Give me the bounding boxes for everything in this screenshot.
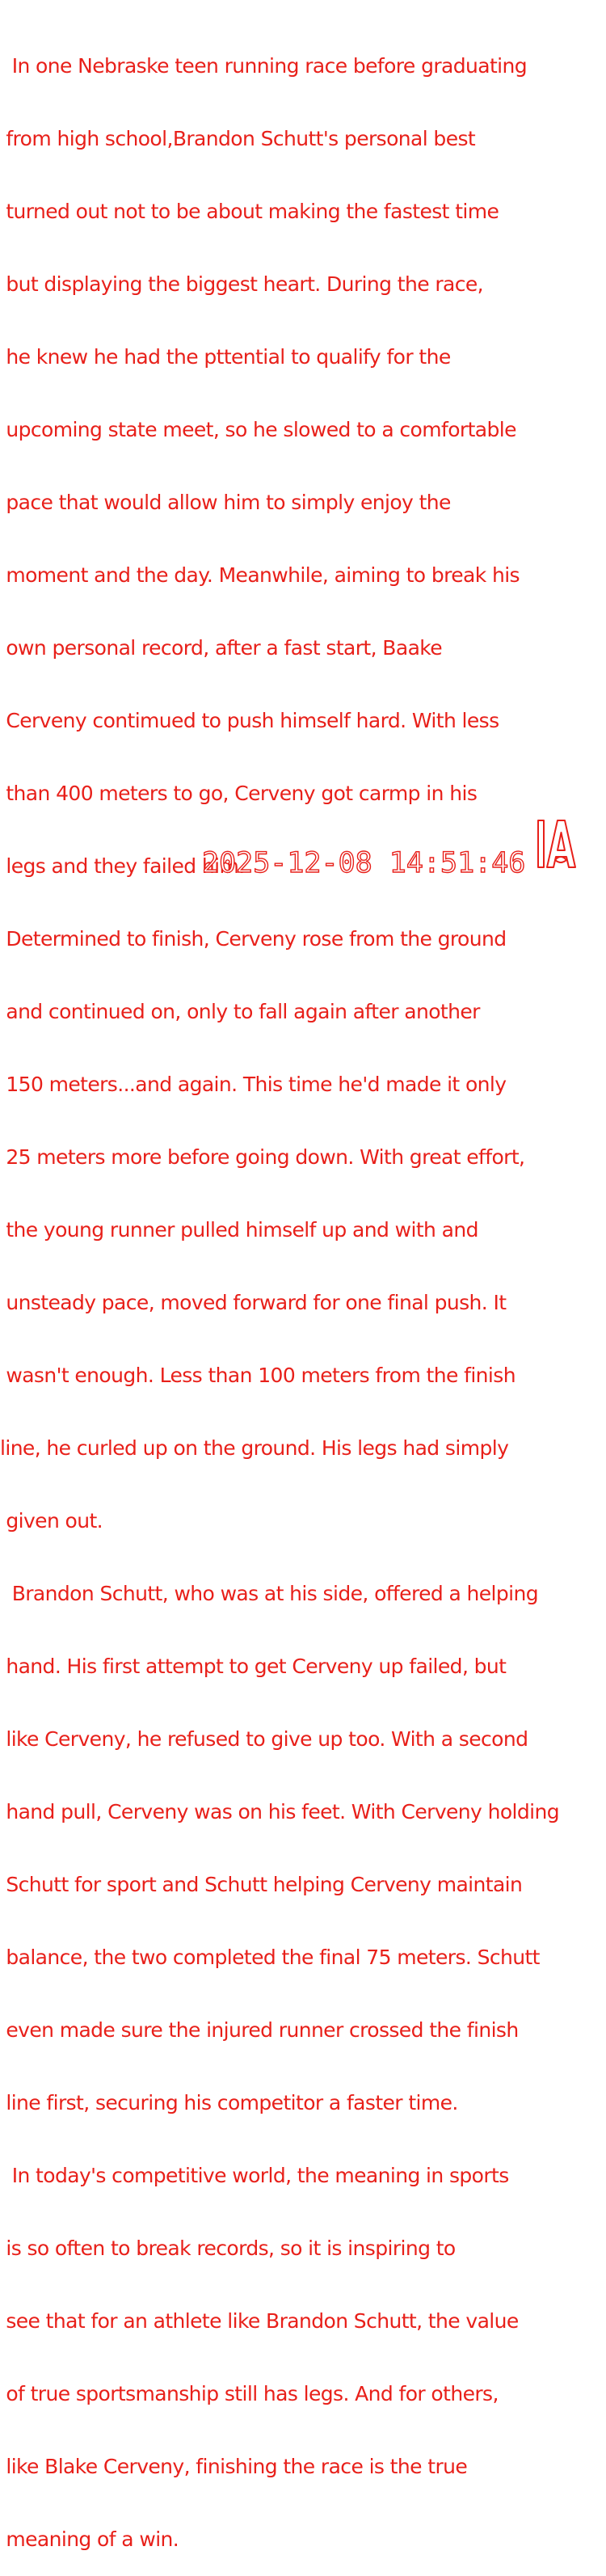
text-line: even made sure the injured runner crossed the finish	[0, 2018, 519, 2042]
text-line: than 400 meters to go, Cerveny got carmp in his	[0, 782, 478, 805]
text-line: like Blake Cerveny, finishing the race is the true	[0, 2455, 468, 2478]
text-line: balance, the two completed the final 75 meters. Schutt	[0, 1946, 540, 1969]
text-line: the young runner pulled himself up and with and	[0, 1218, 478, 1242]
text-line: from high school,Brandon Schutt's personal best	[0, 127, 476, 150]
text-line: In one Nebraske teen running race before graduating	[0, 54, 528, 78]
text-line: legs and they failed him.	[0, 854, 245, 878]
text-line: upcoming state meet, so he slowed to a comfortable	[0, 418, 516, 441]
timestamp-watermark: 2025-12-08 14:51:46	[202, 847, 526, 879]
text-line: and continued on, only to fall again after another	[0, 1000, 480, 1023]
text-line: like Cerveny, he refused to give up too. With a second	[0, 1727, 528, 1751]
text-line: moment and the day. Meanwhile, aiming to break his	[0, 563, 520, 587]
text-line: Determined to finish, Cerveny rose from the ground	[0, 927, 507, 951]
text-line: 150 meters...and again. This time he'd made it only	[0, 1073, 507, 1096]
text-line: Schutt for sport and Schutt helping Cerveny maintain	[0, 1873, 523, 1896]
text-line: of true sportsmanship still has legs. And for others,	[0, 2382, 499, 2405]
text-line: wasn't enough. Less than 100 meters from the finish	[0, 1364, 516, 1387]
text-line: meaning of a win.	[0, 2528, 179, 2551]
text-line: turned out not to be about making the fastest time	[0, 200, 499, 223]
text-line: In today's competitive world, the meaning in sports	[0, 2164, 509, 2187]
text-line: given out.	[0, 1509, 103, 1533]
document-body	[0, 6, 606, 2576]
text-line: 25 meters more before going down. With great effort,	[0, 1145, 525, 1169]
text-line: own personal record, after a fast start, Baake	[0, 636, 443, 660]
text-line: line, he curled up on the ground. His legs had simply	[0, 1436, 509, 1460]
text-line: hand pull, Cerveny was on his feet. With Cerveny holding	[0, 1800, 559, 1823]
text-line: see that for an athlete like Brandon Schutt, the value	[0, 2309, 519, 2333]
text-line: pace that would allow him to simply enjoy the	[0, 491, 451, 514]
text-line: Brandon Schutt, who was at his side, offered a helping	[0, 1582, 539, 1605]
text-line: is so often to break records, so it is inspiring to	[0, 2237, 456, 2260]
text-line: Cerveny contimued to push himself hard. With less	[0, 709, 499, 732]
text-line: hand. His first attempt to get Cerveny up failed, but	[0, 1655, 507, 1678]
stamp-logo-icon	[536, 818, 578, 870]
text-line: line first, securing his competitor a faster time.	[0, 2091, 458, 2114]
text-line: unsteady pace, moved forward for one final push. It	[0, 1291, 507, 1314]
text-line: he knew he had the pttential to qualify for the	[0, 345, 451, 369]
text-line: but displaying the biggest heart. During the race,	[0, 272, 484, 296]
